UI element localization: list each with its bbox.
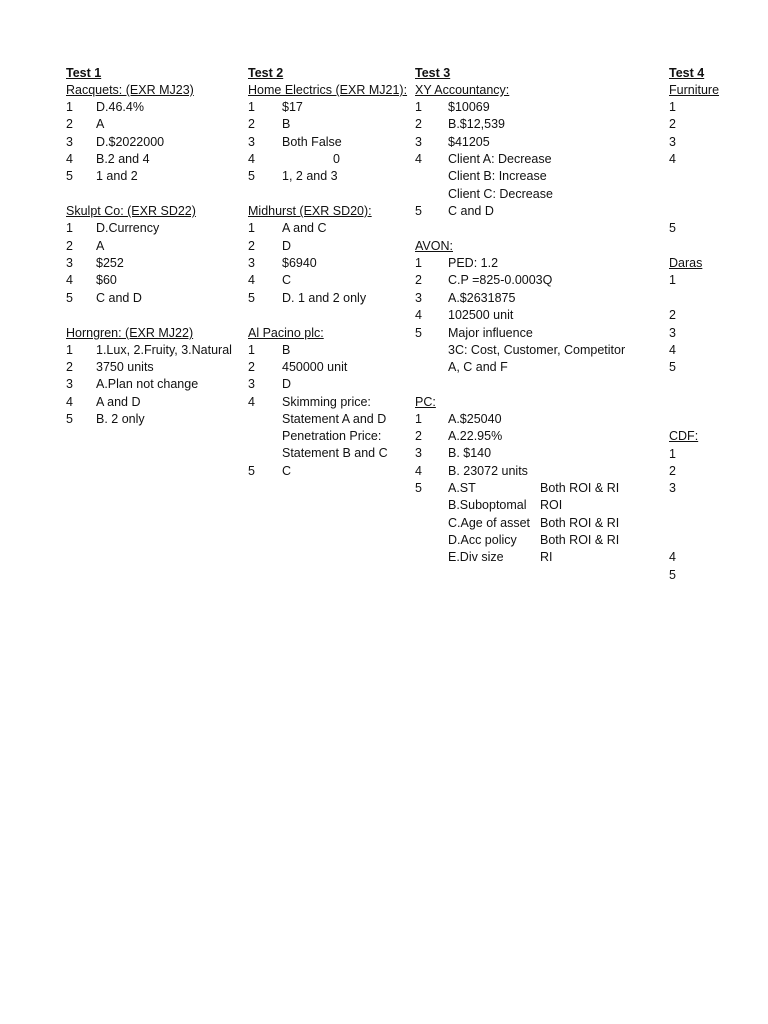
answer: Statement A and D [282, 412, 387, 426]
row-number: 1 [669, 273, 676, 287]
answer: D. 1 and 2 only [282, 291, 367, 305]
answer: Skimming price: [282, 395, 371, 409]
horngren-title: Horngren: (EXR MJ22) [66, 326, 194, 340]
row-number: 5 [66, 412, 73, 426]
answer: 1.Lux, 2.Fruity, 3.Natural [96, 343, 232, 357]
row-number: 4 [415, 464, 422, 478]
home-electrics-title: Home Electrics (EXR MJ21): [248, 83, 408, 97]
answer-detail: RI [540, 550, 553, 564]
col1-header: Test 1 [66, 66, 102, 80]
row-number: 3 [248, 377, 255, 391]
answer: A.$25040 [448, 412, 502, 426]
answer: Both False [282, 135, 342, 149]
answer: 102500 unit [448, 308, 514, 322]
answer: A.ST [448, 481, 476, 495]
racquets-title: Racquets: (EXR MJ23) [66, 83, 194, 97]
answer: A.Plan not change [96, 377, 199, 391]
row-number: 3 [66, 135, 73, 149]
answer: A [96, 117, 105, 131]
row-number: 5 [415, 326, 422, 340]
answer: A and D [96, 395, 141, 409]
row-number: 2 [669, 308, 676, 322]
col3-header: Test 3 [415, 66, 451, 80]
row-number: 5 [66, 291, 73, 305]
avon-title: AVON: [415, 239, 453, 253]
row-number: 4 [669, 550, 676, 564]
answer: 1, 2 and 3 [282, 169, 338, 183]
row-number: 3 [248, 256, 255, 270]
answer: PED: 1.2 [448, 256, 499, 270]
answer: B [282, 117, 291, 131]
answer: C [282, 464, 292, 478]
answer: $60 [96, 273, 117, 287]
answer-detail: ROI [540, 498, 563, 512]
row-number: 4 [669, 343, 676, 357]
answer: B. $140 [448, 446, 492, 460]
row-number: 2 [415, 117, 422, 131]
answer: C and D [96, 291, 142, 305]
answer: D.Currency [96, 221, 160, 235]
row-number: 2 [248, 360, 255, 374]
answer: B.Suboptomal [448, 498, 527, 512]
row-number: 5 [66, 169, 73, 183]
answer: $252 [96, 256, 124, 270]
row-number: 5 [669, 360, 676, 374]
answer: B [282, 343, 291, 357]
row-number: 1 [66, 343, 73, 357]
row-number: 4 [415, 152, 422, 166]
answer: C [282, 273, 292, 287]
answer: B. 23072 units [448, 464, 528, 478]
row-number: 5 [669, 568, 676, 582]
row-number: 4 [669, 152, 676, 166]
answer: 1 and 2 [96, 169, 138, 183]
row-number: 5 [415, 481, 422, 495]
answer: Statement B and C [282, 446, 388, 460]
answer-detail: Both ROI & RI [540, 533, 620, 547]
answer-detail: Both ROI & RI [540, 481, 620, 495]
answer-detail: Both ROI & RI [540, 516, 620, 530]
answer: D.Acc policy [448, 533, 517, 547]
col2-header: Test 2 [248, 66, 284, 80]
answer: Client B: Increase [448, 169, 547, 183]
row-number: 4 [66, 273, 73, 287]
pc-title: PC: [415, 395, 436, 409]
answer: $10069 [448, 100, 490, 114]
row-number: 5 [669, 221, 676, 235]
col4-clipped-region [669, 64, 768, 604]
answer: C.Age of asset [448, 516, 530, 530]
col4-header: Test 4 [669, 66, 705, 80]
answer: B.2 and 4 [96, 152, 150, 166]
daras-title: Daras [669, 256, 703, 270]
answer: $17 [282, 100, 303, 114]
answer: D.46.4% [96, 100, 144, 114]
answer: B.$12,539 [448, 117, 505, 131]
answer: B. 2 only [96, 412, 145, 426]
xy-accountancy-title: XY Accountancy: [415, 83, 510, 97]
row-number: 4 [415, 308, 422, 322]
furniture-title: Furniture [669, 83, 720, 97]
answer: D [282, 377, 292, 391]
row-number: 3 [66, 377, 73, 391]
row-number: 2 [669, 464, 676, 478]
midhurst-title: Midhurst (EXR SD20): [248, 204, 372, 218]
answer: Penetration Price: [282, 429, 382, 443]
row-number: 1 [415, 256, 422, 270]
row-number: 3 [415, 291, 422, 305]
row-number: 5 [248, 464, 255, 478]
answer: C and D [448, 204, 494, 218]
answer: $41205 [448, 135, 490, 149]
answer: A and C [282, 221, 327, 235]
answer: D [282, 239, 292, 253]
row-number: 5 [248, 291, 255, 305]
row-number: 3 [669, 326, 676, 340]
row-number: 2 [415, 429, 422, 443]
answer: Client A: Decrease [448, 152, 552, 166]
row-number: 1 [248, 343, 255, 357]
row-number: 4 [248, 273, 255, 287]
row-number: 1 [66, 221, 73, 235]
answer: A.22.95% [448, 429, 503, 443]
row-number: 1 [415, 100, 422, 114]
answer: 450000 unit [282, 360, 348, 374]
skulpt-title: Skulpt Co: (EXR SD22) [66, 204, 196, 218]
answer: 0 [333, 152, 340, 166]
answer: 3C: Cost, Customer, Competitor [448, 343, 626, 357]
row-number: 3 [415, 446, 422, 460]
answer: C.P =825-0.0003Q [448, 273, 553, 287]
row-number: 2 [66, 360, 73, 374]
row-number: 3 [669, 135, 676, 149]
row-number: 1 [669, 100, 676, 114]
row-number: 2 [248, 117, 255, 131]
cdf-title: CDF: [669, 429, 699, 443]
row-number: 2 [66, 117, 73, 131]
answer: $6940 [282, 256, 317, 270]
row-number: 5 [248, 169, 255, 183]
row-number: 3 [415, 135, 422, 149]
row-number: 2 [415, 273, 422, 287]
row-number: 4 [248, 152, 255, 166]
answer: 3750 units [96, 360, 154, 374]
row-number: 1 [248, 100, 255, 114]
row-number: 1 [66, 100, 73, 114]
row-number: 4 [248, 395, 255, 409]
al-pacino-title: Al Pacino plc: [248, 326, 324, 340]
row-number: 4 [66, 395, 73, 409]
answer: D.$2022000 [96, 135, 165, 149]
row-number: 2 [248, 239, 255, 253]
answer: A [96, 239, 105, 253]
row-number: 3 [248, 135, 255, 149]
row-number: 4 [66, 152, 73, 166]
answer: Major influence [448, 326, 533, 340]
row-number: 1 [669, 447, 676, 461]
answer: Client C: Decrease [448, 187, 553, 201]
row-number: 3 [66, 256, 73, 270]
row-number: 2 [66, 239, 73, 253]
answer: A.$2631875 [448, 291, 516, 305]
row-number: 1 [248, 221, 255, 235]
row-number: 2 [669, 117, 676, 131]
answer: A, C and F [448, 360, 508, 374]
row-number: 5 [415, 204, 422, 218]
answer: E.Div size [448, 550, 504, 564]
row-number: 1 [415, 412, 422, 426]
row-number: 3 [669, 481, 676, 495]
